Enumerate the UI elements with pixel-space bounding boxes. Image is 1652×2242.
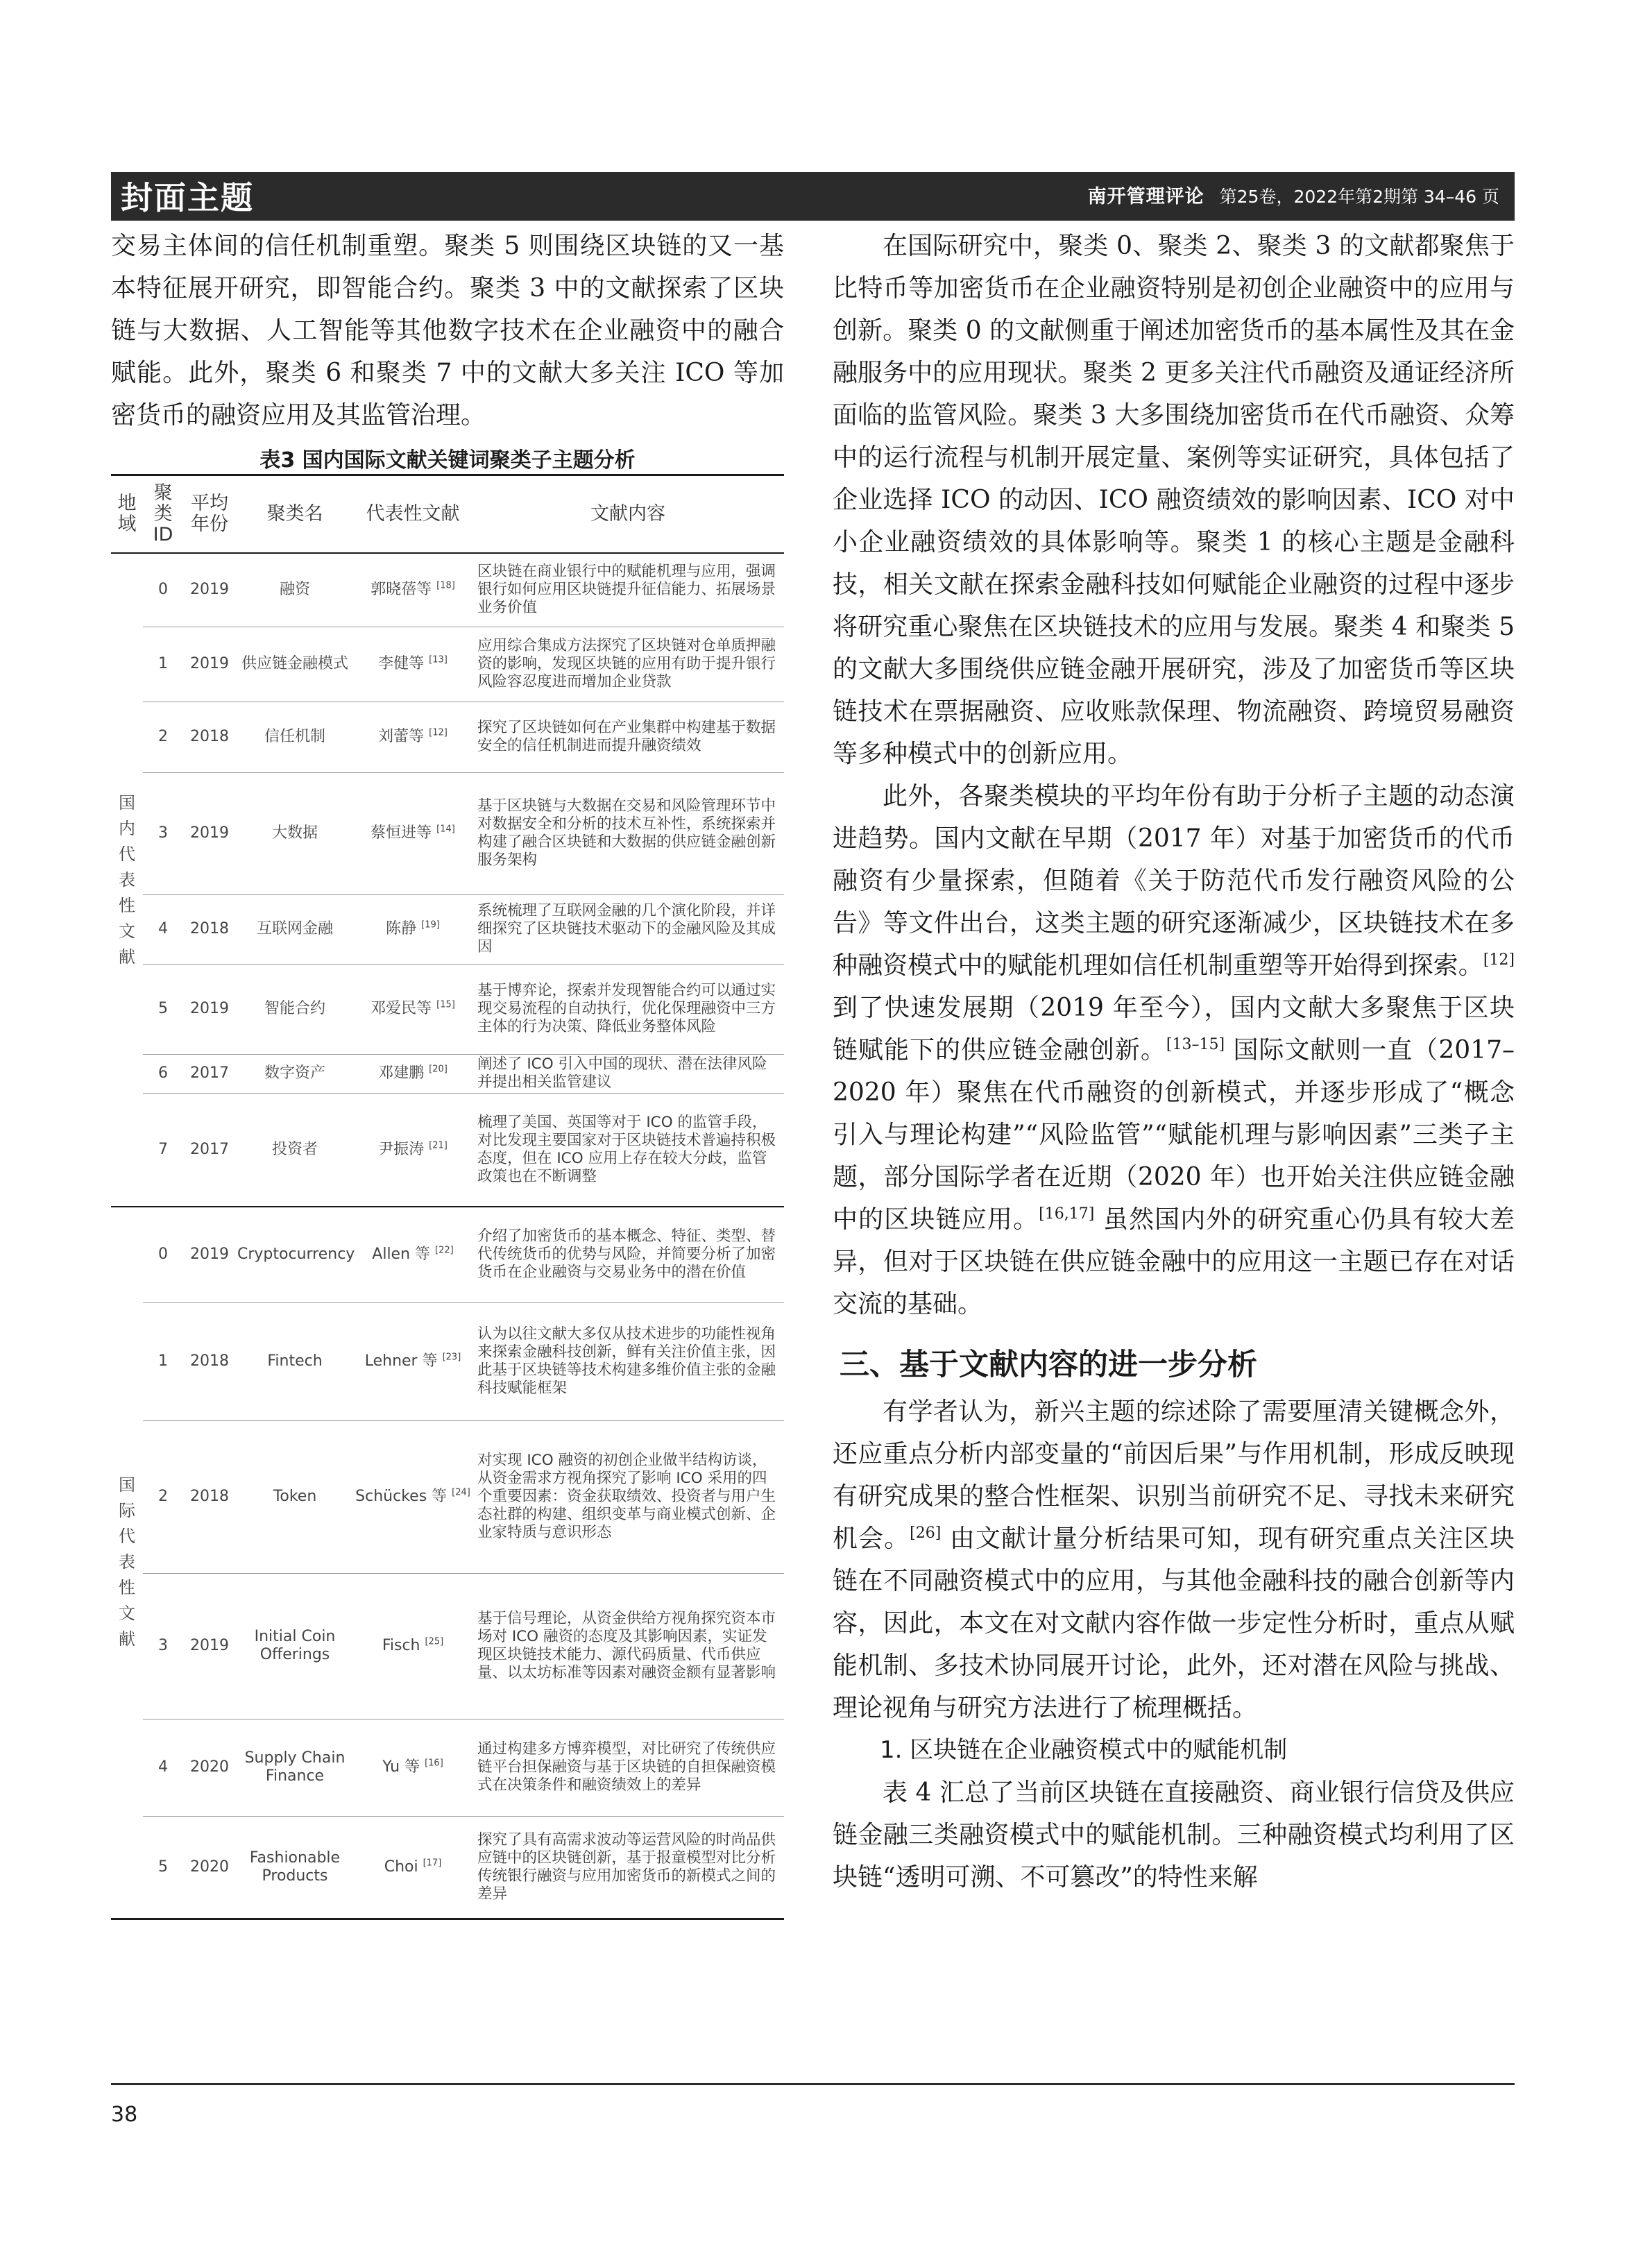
cluster-name-cell: Supply Chain Finance bbox=[236, 1719, 354, 1816]
representative-ref-cell: Yu 等 [16] bbox=[354, 1719, 472, 1816]
cluster-name-cell: Initial Coin Offerings bbox=[236, 1573, 354, 1719]
cluster-name-cell: 融资 bbox=[236, 553, 354, 627]
representative-ref-cell: 郭晓蓓等 [18] bbox=[354, 553, 472, 627]
section-label: 封面主题 bbox=[121, 179, 254, 216]
header-cluster-id: 聚类 ID bbox=[143, 475, 183, 554]
representative-ref-cell: Lehner 等 [23] bbox=[354, 1302, 472, 1420]
avg-year-cell: 2019 bbox=[183, 772, 236, 894]
cluster-id-cell: 3 bbox=[143, 772, 183, 894]
citation: [21] bbox=[429, 1140, 448, 1151]
table-row bbox=[111, 1573, 784, 1719]
bottom-rule bbox=[111, 2083, 1515, 2085]
citation: [15] bbox=[436, 999, 455, 1010]
citation: [20] bbox=[429, 1064, 448, 1075]
cluster-id-cell: 0 bbox=[143, 553, 183, 627]
table-row bbox=[111, 772, 784, 894]
avg-year-cell: 2018 bbox=[183, 1302, 236, 1420]
cluster-id-cell: 6 bbox=[143, 1054, 183, 1093]
citation: [26] bbox=[910, 1525, 942, 1542]
content-cell: 系统梳理了互联网金融的几个演化阶段，并详细探究了区块链技术驱动下的金融风险及其成因 bbox=[472, 894, 784, 964]
table-caption: 表3 国内国际文献关键词聚类子主题分析 bbox=[259, 448, 636, 473]
cluster-name-cell: Fintech bbox=[236, 1302, 354, 1420]
citation: [14] bbox=[436, 824, 455, 835]
citation: [18] bbox=[436, 580, 455, 591]
representative-ref-cell: 邓爱民等 [15] bbox=[354, 964, 472, 1054]
content-cell: 基于区块链与大数据在交易和风险管理环节中对数据安全和分析的技术互补性，系统探索并构建了融合区块链和大数据的供应链金融创新服务架构 bbox=[472, 772, 784, 894]
content-cell: 梳理了美国、英国等对于 ICO 的监管手段，对比发现主要国家对于区块链技术普遍持积极态度，但在 ICO 应用上存在较大分歧，监管政策也在不断调整 bbox=[472, 1093, 784, 1207]
cluster-id-cell: 1 bbox=[143, 627, 183, 702]
cluster-table bbox=[111, 474, 784, 1920]
domestic-region-cell: 国 内 代 表 性 文 献 bbox=[111, 553, 143, 1207]
cluster-id-cell: 1 bbox=[143, 1302, 183, 1420]
cluster-id-cell: 5 bbox=[143, 1816, 183, 1919]
avg-year-cell: 2018 bbox=[183, 702, 236, 772]
issue-info: 第25卷，2022年第2期第 34–46 页 bbox=[1219, 187, 1499, 207]
citation: [17] bbox=[423, 1858, 442, 1869]
cluster-name-cell: 投资者 bbox=[236, 1093, 354, 1207]
paragraph-international: 在国际研究中，聚类 0、聚类 2、聚类 3 的文献都聚焦于比特币等加密货币在企业融资特别是初创企业融资中的应用与创新。聚类 0 的文献侧重于阐述加密货币的基本属性及其在金融服务中的应用现状。聚类 2 更多关注代币融资及通证经济所面临的监管风险。聚类 3 大多围绕加密货币在代币融资、众筹中的运行流程与机制开展定量、案例等实证研究，具体包括了企业选择 ICO 的动因、ICO 融资绩效的影响因素、ICO 对中小企业融资绩效的具体影响等。聚类 1 的核心主题是金融科技，相关文献在探索金融科技如何赋能企业融资的过程中逐步将研究重心聚焦在区块链技术的应用与发展。聚类 4 和聚类 5 的文献大多围绕供应链金融开展研究，涉及了加密货币等区块链技术在票据融资、应收账款保理、物流融资、跨境贸易融资等多种模式中的创新应用。 bbox=[833, 232, 1515, 768]
left-column bbox=[111, 225, 784, 436]
left-paragraph: 交易主体间的信任机制重塑。聚类 5 则围绕区块链的又一基本特征展开研究，即智能合约。聚类 3 中的文献探索了区块链与大数据、人工智能等其他数字技术在企业融资中的融合赋能。此外，聚类 6 和聚类 7 中的文献大多关注 ICO 等加密货币的融资应用及其监管治理。 bbox=[111, 232, 784, 430]
representative-ref-cell: Fisch [25] bbox=[354, 1573, 472, 1719]
cluster-name-cell: 供应链金融模式 bbox=[236, 627, 354, 702]
cluster-id-cell: 5 bbox=[143, 964, 183, 1054]
content-cell: 介绍了加密货币的基本概念、特征、类型、替代传统货币的优势与风险，并简要分析了加密货币在企业融资与交易业务中的潜在价值 bbox=[472, 1207, 784, 1302]
representative-ref-cell: 邓建鹏 [20] bbox=[354, 1054, 472, 1093]
representative-ref-cell: Schückes 等 [24] bbox=[354, 1420, 472, 1573]
header-representative-ref: 代表性文献 bbox=[354, 475, 472, 554]
avg-year-cell: 2019 bbox=[183, 964, 236, 1054]
paragraph-evolution: 此外，各聚类模块的平均年份有助于分析子主题的动态演进趋势。国内文献在早期（2017 年）对基于加密货币的代币融资有少量探索，但随着《关于防范代币发行融资风险的公告》等文件出台，这类主题的研究逐渐减少，区块链技术在多种融资模式中的赋能机理如信任机制重塑等开始得到探索。[12] 到了快速发展期（2019 年至今），国内文献大多聚焦于区块链赋能下的供应链金融创新。[13–15] 国际文献则一直（2017–2020 年）聚焦在代币融资的创新模式，并逐步形成了“概念引入与理论构建”“风险监管”“赋能机理与影响因素”三类子主题，部分国际学者在近期（2020 年）也开始关注供应链金融中的区块链应用。[16,17] 虽然国内外的研究重心仍具有较大差异，但对于区块链在供应链金融中的应用这一主题已存在对话交流的基础。 bbox=[833, 782, 1515, 1318]
paragraph-table4: 表 4 汇总了当前区块链在直接融资、商业银行信贷及供应链金融三类融资模式中的赋能机制。三种融资模式均利用了区块链“透明可溯、不可篡改”的特性来解 bbox=[833, 1778, 1515, 1892]
content-cell: 应用综合集成方法探究了区块链对仓单质押融资的影响，发现区块链的应用有助于提升银行风险容忍度进而增加企业贷款 bbox=[472, 627, 784, 702]
cluster-id-cell: 3 bbox=[143, 1573, 183, 1719]
content-cell: 通过构建多方博弈模型，对比研究了传统供应链平台担保融资与基于区块链的自担保融资模式在决策条件和融资绩效上的差异 bbox=[472, 1719, 784, 1816]
representative-ref-cell: 刘蕾等 [12] bbox=[354, 702, 472, 772]
journal-info bbox=[1088, 175, 1499, 219]
citation: [16,17] bbox=[1039, 1205, 1095, 1223]
citation: [25] bbox=[425, 1636, 444, 1647]
content-cell: 探究了具有高需求波动等运营风险的时尚品供应链中的区块链创新，基于报童模型对比分析传统银行融资与应用加密货币的新模式之间的差异 bbox=[472, 1816, 784, 1919]
table-row bbox=[111, 1207, 784, 1302]
table-row bbox=[111, 894, 784, 964]
cluster-name-cell: 数字资产 bbox=[236, 1054, 354, 1093]
cluster-id-cell: 2 bbox=[143, 702, 183, 772]
international-region-cell: 国 际 代 表 性 文 献 bbox=[111, 1207, 143, 1919]
avg-year-cell: 2019 bbox=[183, 553, 236, 627]
cluster-name-cell: 互联网金融 bbox=[236, 894, 354, 964]
table-row bbox=[111, 1302, 784, 1420]
cluster-name-cell: 信任机制 bbox=[236, 702, 354, 772]
avg-year-cell: 2018 bbox=[183, 1420, 236, 1573]
right-column bbox=[833, 225, 1515, 1899]
avg-year-cell: 2017 bbox=[183, 1054, 236, 1093]
content-cell: 基于信号理论，从资金供给方视角探究资本市场对 ICO 融资的态度及其影响因素，实证发现区块链技术能力、源代码质量、代币供应量、以太坊标准等因素对融资金额有显著影响 bbox=[472, 1573, 784, 1719]
content-cell: 基于博弈论，探索并发现智能合约可以通过实现交易流程的自动执行，优化保理融资中三方主体的行为决策、降低业务整体风险 bbox=[472, 964, 784, 1054]
citation: [12] bbox=[429, 727, 448, 738]
table-row bbox=[111, 627, 784, 702]
representative-ref-cell: 蔡恒进等 [14] bbox=[354, 772, 472, 894]
table-row bbox=[111, 1054, 784, 1093]
cluster-name-cell: 大数据 bbox=[236, 772, 354, 894]
table-row bbox=[111, 1093, 784, 1207]
header-region: 地域 bbox=[111, 475, 143, 554]
representative-ref-cell: Choi [17] bbox=[354, 1816, 472, 1919]
cluster-id-cell: 7 bbox=[143, 1093, 183, 1207]
journal-name: 南开管理评论 bbox=[1087, 186, 1204, 207]
avg-year-cell: 2019 bbox=[183, 627, 236, 702]
avg-year-cell: 2019 bbox=[183, 1207, 236, 1302]
page-number: 38 bbox=[111, 2103, 138, 2127]
cluster-id-cell: 2 bbox=[143, 1420, 183, 1573]
citation: [23] bbox=[442, 1352, 461, 1363]
table-row bbox=[111, 553, 784, 627]
table-row bbox=[111, 964, 784, 1054]
header-content: 文献内容 bbox=[472, 475, 784, 554]
representative-ref-cell: 陈静 [19] bbox=[354, 894, 472, 964]
citation: [13–15] bbox=[1166, 1036, 1225, 1053]
header-avg-year: 平均年份 bbox=[183, 475, 236, 554]
citation: [16] bbox=[425, 1758, 443, 1769]
page-header bbox=[111, 172, 1515, 221]
citation: [24] bbox=[452, 1487, 470, 1498]
content-cell: 阐述了 ICO 引入中国的现状、潜在法律风险并提出相关监管建议 bbox=[472, 1054, 784, 1093]
table-row bbox=[111, 1719, 784, 1816]
avg-year-cell: 2020 bbox=[183, 1719, 236, 1816]
content-cell: 认为以往文献大多仅从技术进步的功能性视角来探索金融科技创新，鲜有关注价值主张，因此基于区块链等技术构建多维价值主张的金融科技赋能框架 bbox=[472, 1302, 784, 1420]
avg-year-cell: 2019 bbox=[183, 1573, 236, 1719]
citation: [22] bbox=[435, 1245, 454, 1256]
cluster-id-cell: 4 bbox=[143, 894, 183, 964]
cluster-name-cell: Cryptocurrency bbox=[236, 1207, 354, 1302]
content-cell: 探究了区块链如何在产业集群中构建基于数据安全的信任机制进而提升融资绩效 bbox=[472, 702, 784, 772]
cluster-id-cell: 4 bbox=[143, 1719, 183, 1816]
cluster-name-cell: Fashionable Products bbox=[236, 1816, 354, 1919]
avg-year-cell: 2018 bbox=[183, 894, 236, 964]
table-header-row bbox=[111, 475, 784, 554]
cluster-name-cell: 智能合约 bbox=[236, 964, 354, 1054]
representative-ref-cell: Allen 等 [22] bbox=[354, 1207, 472, 1302]
content-cell: 对实现 ICO 融资的初创企业做半结构访谈，从资金需求方视角探究了影响 ICO 采用的四个重要因素：资金获取绩效、投资者与用户生态社群的构建、组织变革与商业模式创新、企业家特质与意识形态 bbox=[472, 1420, 784, 1573]
cluster-id-cell: 0 bbox=[143, 1207, 183, 1302]
paragraph-further-analysis: 有学者认为，新兴主题的综述除了需要厘清关键概念外，还应重点分析内部变量的“前因后果”与作用机制，形成反映现有研究成果的整合性框架、识别当前研究不足、寻找未来研究机会。[26] 由文献计量分析结果可知，现有研究重点关注区块链在不同融资模式中的应用，与其他金融科技的融合创新等内容，因此，本文在对文献内容作做一步定性分析时，重点从赋能机制、多技术协同展开讨论，此外，还对潜在风险与挑战、理论视角与研究方法进行了梳理概括。 bbox=[833, 1398, 1515, 1722]
section-heading: 三、基于文献内容的进一步分析 bbox=[840, 1348, 1257, 1382]
citation: [12] bbox=[1483, 951, 1515, 969]
representative-ref-cell: 李健等 [13] bbox=[354, 627, 472, 702]
avg-year-cell: 2017 bbox=[183, 1093, 236, 1207]
table-row bbox=[111, 1816, 784, 1919]
representative-ref-cell: 尹振涛 [21] bbox=[354, 1093, 472, 1207]
header-cluster-name: 聚类名 bbox=[236, 475, 354, 554]
citation: [13] bbox=[429, 654, 448, 665]
table-body bbox=[111, 553, 784, 1919]
cluster-name-cell: Token bbox=[236, 1420, 354, 1573]
citation: [19] bbox=[421, 919, 440, 931]
table-row bbox=[111, 702, 784, 772]
avg-year-cell: 2020 bbox=[183, 1816, 236, 1919]
subsection-heading: 1. 区块链在企业融资模式中的赋能机制 bbox=[880, 1736, 1288, 1764]
content-cell: 区块链在商业银行中的赋能机理与应用，强调银行如何应用区块链提升征信能力、拓展场景业务价值 bbox=[472, 553, 784, 627]
table-row bbox=[111, 1420, 784, 1573]
